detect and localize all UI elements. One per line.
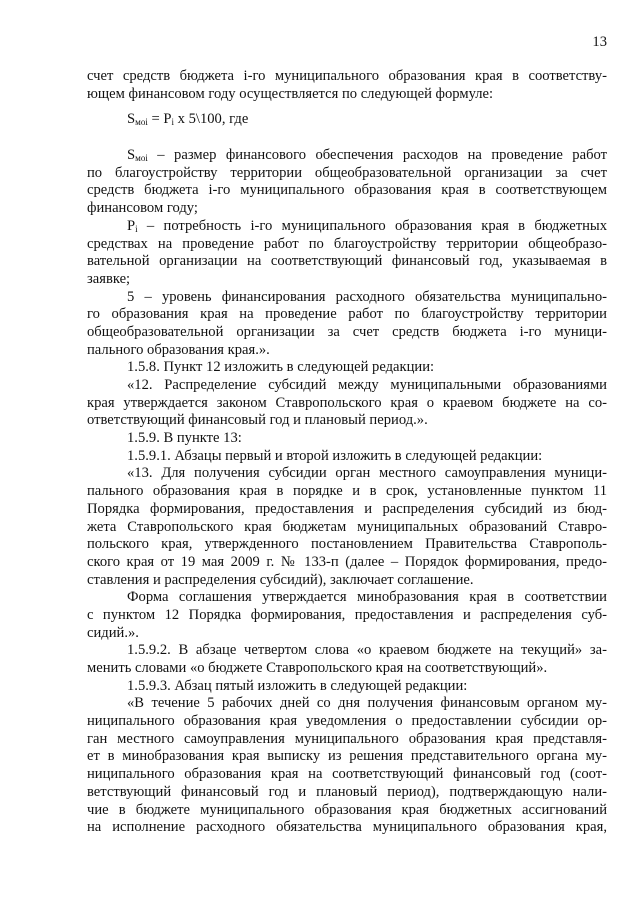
definition-line: $S_{мoi}$ – размер финансового обеспечения расходов на проведение работ [127, 147, 607, 164]
definition-line: $P_i$ – потребность i-го муниципального образования края в бюджетных [127, 217, 607, 234]
text-line: ющем финансовом году осуществляется по следующей формуле: [87, 85, 494, 102]
text-line: ниципального образования края на соответствующий финансовый год (соот- [87, 766, 607, 783]
text-line: 5 – уровень финансирования расходного обязательства муниципально- [127, 288, 607, 305]
text-line: общеобразовательной организации за счет средств бюджета i-го муници- [87, 323, 607, 340]
text-line: польского края, утвержденного постановлением Правительства Ставрополь- [87, 536, 607, 553]
text-line: ставления и распределения субсидий), заключает соглашение. [87, 571, 474, 588]
text-line: ет в минобразования края выписку из решения представительного органа му- [87, 748, 607, 765]
text-line: счет средств бюджета i-го муниципального образования края в соответству- [87, 68, 607, 84]
text-line: Порядка формирования, предоставления и распределения субсидий из бюд- [87, 500, 607, 517]
text-line: сидий.». [87, 624, 139, 641]
clause-heading: 1.5.9.3. Абзац пятый изложить в следующей редакции: [127, 677, 468, 694]
text-line: го образования края на проведение работ по благоустройству территории [87, 306, 607, 323]
text-line: заявке; [87, 270, 131, 287]
text-line: 1.5.9.2. В абзаце четвертом слова «о краевом бюджете на текущий» за- [127, 642, 607, 659]
clause-heading: 1.5.8. Пункт 12 изложить в следующей редакции: [127, 359, 435, 376]
document-body [87, 68, 607, 837]
text-line: края утверждается законом Ставропольского края о краевом бюджете на со- [87, 394, 607, 411]
clause-heading: 1.5.9. В пункте 13: [127, 430, 242, 447]
text-line: «В течение 5 рабочих дней со дня получения финансовым органом му- [127, 695, 607, 712]
text-line: пального образования края.». [87, 341, 270, 358]
text-line: чие в бюджете муниципального образования края бюджетных ассигнований [87, 801, 607, 818]
text-line: ветствующий финансовый год и плановый период), подтверждающую нали- [87, 783, 607, 800]
text-line: вательной организации на соответствующий финансовый год, указываемая в [87, 253, 607, 270]
text-line: пального образования края в порядке и в срок, установленные пунктом 11 [87, 483, 607, 500]
text-line: по благоустройству территории общеобразовательной организации за счет [87, 164, 607, 181]
text-line: ниципального образования края уведомления о предоставлении субсидии ор- [87, 713, 607, 730]
text-line: жета Ставропольского края бюджетам муниципальных образований Ставро- [87, 518, 607, 535]
text-line: с пунктом 12 Порядка формирования, предоставления и распределения суб- [87, 606, 607, 623]
clause-heading: 1.5.9.1. Абзацы первый и второй изложить в следующей редакции: [127, 447, 543, 464]
text-line: средств бюджета i-го муниципального образования края в соответствующем [87, 182, 607, 199]
text-line: менить словами «о бюджете Ставропольского края на соответствующий». [87, 660, 548, 676]
text-line: ответствующий финансовый год и плановый период.». [87, 412, 428, 429]
text-line: ган местного самоуправления муниципального образования края представля- [87, 730, 607, 747]
text-line: на исполнение расходного обязательства муниципального образования края, [87, 819, 607, 836]
text-line: ского края от 19 мая 2009 г. № 133-п (далее – Порядок формирования, предо- [87, 553, 607, 570]
text-line: средствах на проведение работ по благоустройству территории общеобразо- [87, 235, 607, 252]
text-line: «13. Для получения субсидии орган местного самоуправления муници- [127, 465, 607, 482]
page-number: 13 [592, 34, 607, 50]
text-line: «12. Распределение субсидий между муниципальными образованиями [127, 377, 607, 393]
formula: $S_{мoi} = P_i$ x 5\100, где [127, 111, 249, 128]
text-line: Форма соглашения утверждается минобразования края в соответствии [127, 589, 607, 606]
text-line: финансовом году; [87, 200, 198, 217]
